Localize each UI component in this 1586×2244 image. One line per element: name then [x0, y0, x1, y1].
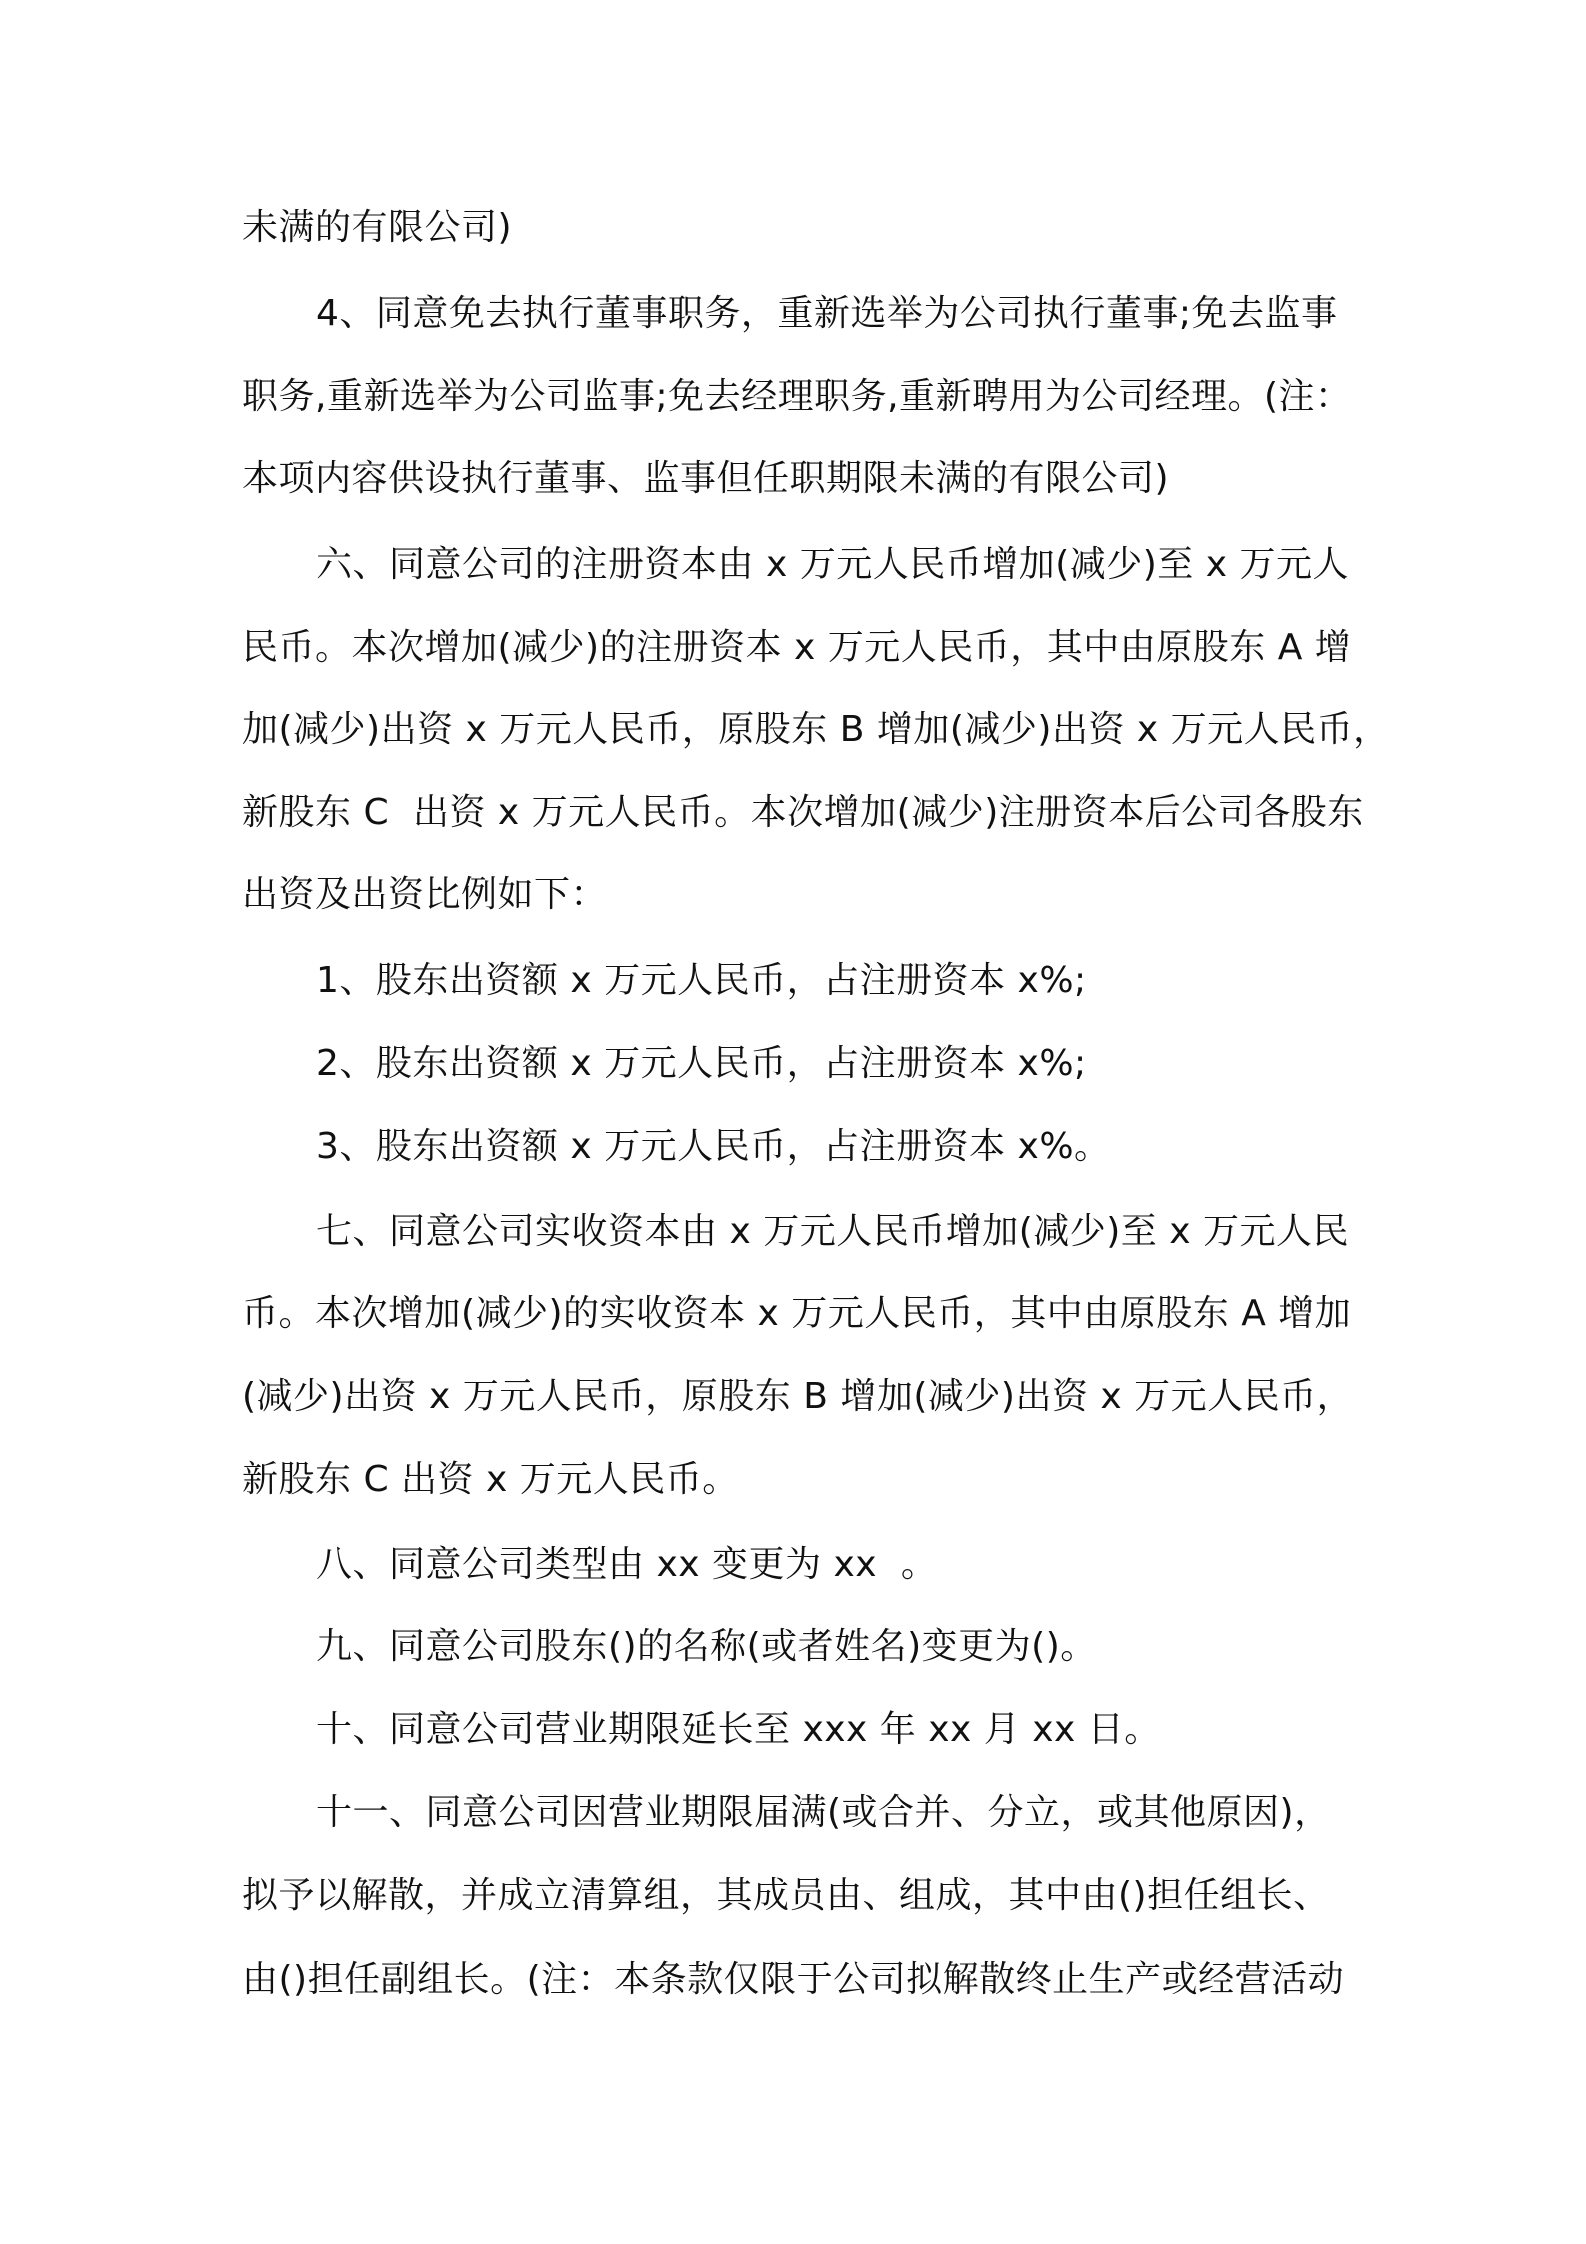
- text-line: 出资及出资比例如下：: [242, 874, 608, 915]
- text-line: 八、同意公司类型由 xx 变更为 xx 。: [316, 1544, 938, 1585]
- text-line: (减少)出资 x 万元人民币，原股东 B 增加(减少)出资 x 万元人民币，: [242, 1376, 1354, 1417]
- text-line: 3、股东出资额 x 万元人民币，占注册资本 x%。: [316, 1126, 1111, 1167]
- text-line: 未满的有限公司): [242, 207, 513, 248]
- text-line: 币。本次增加(减少)的实收资本 x 万元人民币，其中由原股东 A 增加: [242, 1293, 1352, 1334]
- text-line: 十、同意公司营业期限延长至 xxx 年 xx 月 xx 日。: [316, 1709, 1161, 1750]
- text-line: 4、同意免去执行董事职务，重新选举为公司执行董事;免去监事: [316, 293, 1338, 334]
- text-line: 2、股东出资额 x 万元人民币，占注册资本 x%;: [316, 1043, 1087, 1084]
- text-line: 本项内容供设执行董事、监事但任职期限未满的有限公司): [242, 458, 1170, 499]
- text-line: 新股东 C 出资 x 万元人民币。本次增加(减少)注册资本后公司各股东: [242, 792, 1364, 833]
- text-line: 民币。本次增加(减少)的注册资本 x 万元人民币，其中由原股东 A 增: [242, 627, 1352, 668]
- text-line: 拟予以解散，并成立清算组，其成员由、组成，其中由()担任组长、: [242, 1875, 1330, 1916]
- text-line: 加(减少)出资 x 万元人民币，原股东 B 增加(减少)出资 x 万元人民币，: [242, 709, 1390, 750]
- text-line: 十一、同意公司因营业期限届满(或合并、分立，或其他原因)，: [316, 1792, 1331, 1833]
- text-line: 六、同意公司的注册资本由 x 万元人民币增加(减少)至 x 万元人: [316, 544, 1349, 585]
- text-line: 由()担任副组长。(注：本条款仅限于公司拟解散终止生产或经营活动: [242, 1959, 1345, 2000]
- text-line: 七、同意公司实收资本由 x 万元人民币增加(减少)至 x 万元人民: [316, 1211, 1349, 1252]
- text-line: 新股东 C 出资 x 万元人民币。: [242, 1459, 739, 1500]
- text-line: 九、同意公司股东()的名称(或者姓名)变更为()。: [316, 1626, 1097, 1667]
- text-line: 1、股东出资额 x 万元人民币，占注册资本 x%;: [316, 960, 1087, 1001]
- text-line: 职务,重新选举为公司监事;免去经理职务,重新聘用为公司经理。(注：: [242, 376, 1352, 417]
